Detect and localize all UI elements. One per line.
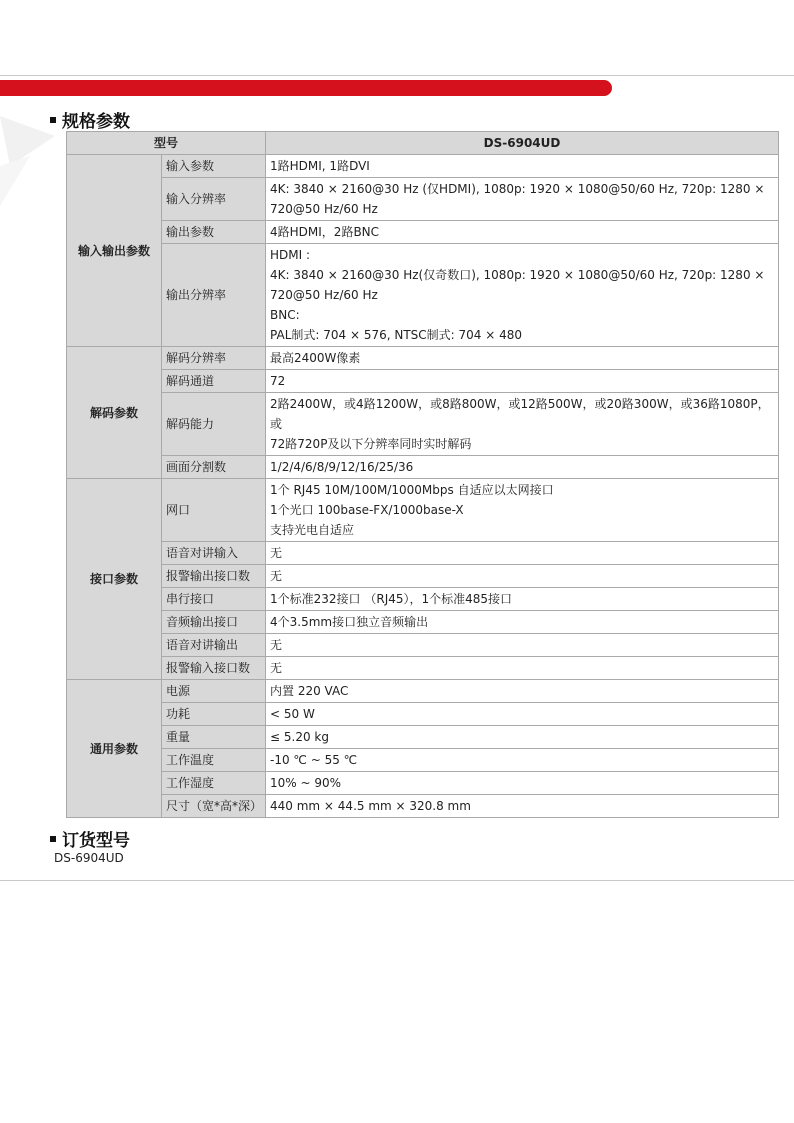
table-row [67,479,779,542]
category-cell: 接口参数 [67,479,162,680]
table-row [67,542,779,565]
param-cell: 解码分辨率 [162,347,266,370]
table-row [67,795,779,818]
model-value: DS-6904UD [266,132,779,155]
param-cell: 报警输出接口数 [162,565,266,588]
table-row [67,456,779,479]
category-cell: 通用参数 [67,680,162,818]
param-cell: 尺寸（宽*高*深） [162,795,266,818]
value-cell: 4个3.5mm接口独立音频输出 [266,611,779,634]
value-cell: 10% ~ 90% [266,772,779,795]
square-bullet-icon [50,836,56,842]
param-cell: 重量 [162,726,266,749]
table-row [67,565,779,588]
spec-table-header [67,132,779,155]
top-divider [0,75,794,76]
param-cell: 语音对讲输出 [162,634,266,657]
value-cell: < 50 W [266,703,779,726]
brand-red-bar [0,80,612,96]
value-cell: ≤ 5.20 kg [266,726,779,749]
value-cell: 1个标准232接口 （RJ45），1个标准485接口 [266,588,779,611]
param-cell: 输出分辨率 [162,244,266,347]
param-cell: 报警输入接口数 [162,657,266,680]
value-cell: 无 [266,634,779,657]
value-cell: 1/2/4/6/8/9/12/16/25/36 [266,456,779,479]
model-label: 型号 [67,132,266,155]
value-cell: 4K: 3840 × 2160@30 Hz (仅HDMI), 1080p: 1920 × 1080@50/60 Hz, 720p: 1280 × 720@50 Hz/60 Hz [266,178,779,221]
square-bullet-icon [50,117,56,123]
table-row [67,178,779,221]
category-cell: 解码参数 [67,347,162,479]
table-row [67,772,779,795]
order-section-title [50,826,130,851]
value-cell: 1路HDMI, 1路DVI [266,155,779,178]
param-cell: 电源 [162,680,266,703]
param-cell: 功耗 [162,703,266,726]
table-row [67,634,779,657]
param-cell: 串行接口 [162,588,266,611]
table-row [67,680,779,703]
value-cell: 1个 RJ45 10M/100M/1000Mbps 自适应以太网接口 1个光口 100base-FX/1000base-X 支持光电自适应 [266,479,779,542]
value-cell: 无 [266,542,779,565]
spec-section-title [50,107,130,132]
param-cell: 工作温度 [162,749,266,772]
param-cell: 输出参数 [162,221,266,244]
bottom-divider [0,880,794,881]
spec-table [66,131,779,818]
value-cell: HDMI : 4K: 3840 × 2160@30 Hz(仅奇数口), 1080p: 1920 × 1080@50/60 Hz, 720p: 1280 × 720@50 Hz/60 Hz BNC: PAL制式: 704 × 576, NTSC制式: 704 × 480 [266,244,779,347]
value-cell: 无 [266,565,779,588]
value-cell: 72 [266,370,779,393]
param-cell: 解码通道 [162,370,266,393]
param-cell: 输入分辨率 [162,178,266,221]
table-row [67,393,779,456]
param-cell: 语音对讲输入 [162,542,266,565]
table-row [67,244,779,347]
value-cell: 无 [266,657,779,680]
param-cell: 音频输出接口 [162,611,266,634]
value-cell: -10 ℃ ~ 55 ℃ [266,749,779,772]
value-cell: 440 mm × 44.5 mm × 320.8 mm [266,795,779,818]
param-cell: 输入参数 [162,155,266,178]
param-cell: 画面分割数 [162,456,266,479]
table-row [67,370,779,393]
param-cell: 网口 [162,479,266,542]
order-model: DS-6904UD [54,851,124,865]
param-cell: 解码能力 [162,393,266,456]
value-cell: 2路2400W，或4路1200W，或8路800W，或12路500W，或20路300W，或36路1080P，或 72路720P及以下分辨率同时实时解码 [266,393,779,456]
value-cell: 4路HDMI，2路BNC [266,221,779,244]
table-row [67,588,779,611]
table-row [67,703,779,726]
table-row [67,155,779,178]
param-cell: 工作湿度 [162,772,266,795]
category-cell: 输入输出参数 [67,155,162,347]
table-row [67,611,779,634]
order-section-title-text: 订货型号 [62,831,130,851]
table-row [67,749,779,772]
value-cell: 内置 220 VAC [266,680,779,703]
value-cell: 最高2400W像素 [266,347,779,370]
table-row [67,657,779,680]
spec-section-title-text: 规格参数 [62,112,130,132]
table-row [67,726,779,749]
table-row [67,347,779,370]
table-row [67,221,779,244]
